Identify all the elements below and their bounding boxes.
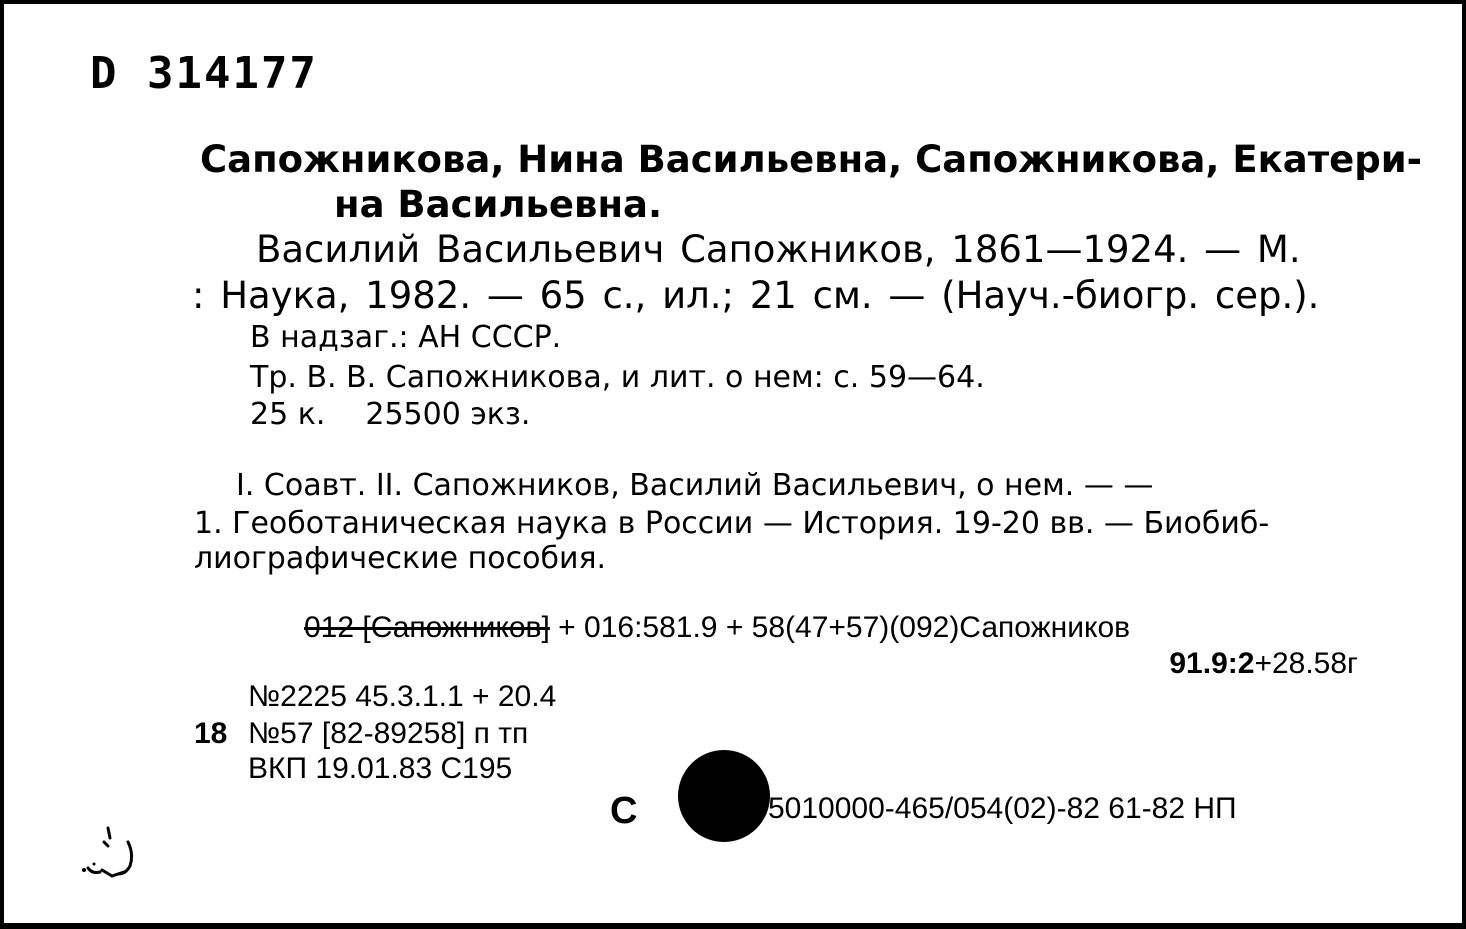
note-line-1: В надзаг.: АН СССР. bbox=[250, 320, 562, 355]
note-line-2: Тр. В. В. Сапожникова, и лит. о нем: с. 59—64. bbox=[250, 360, 985, 395]
ink-smudge-icon bbox=[78, 824, 148, 884]
bbk-index-bold: 91.9:2 bbox=[1169, 647, 1255, 680]
price-copies-line bbox=[250, 397, 530, 432]
copies: 25500 экз. bbox=[365, 397, 531, 432]
tracing-line-1: I. Соавт. II. Сапожников, Василий Васильевич, о нем. — — bbox=[236, 468, 1154, 503]
bbk-classification bbox=[1169, 647, 1358, 681]
tracing-line-3: лиографические пособия. bbox=[194, 541, 607, 576]
service-line-2-prefix: 18 bbox=[194, 717, 228, 750]
catalog-card bbox=[4, 4, 1462, 923]
service-line-2: №57 [82-89258] п тп bbox=[248, 717, 529, 750]
service-line-1: №2225 45.3.1.1 + 20.4 bbox=[248, 680, 557, 713]
punch-hole bbox=[678, 750, 770, 842]
footer-letter: С bbox=[610, 790, 638, 832]
call-number: D 314177 bbox=[90, 48, 318, 99]
title-line-2: : Наука, 1982. — 65 с., ил.; 21 см. — (Науч.-биогр. сер.). bbox=[192, 274, 1320, 317]
tracing-line-2: 1. Геоботаническая наука в России — История. 19-20 вв. — Биобиб- bbox=[194, 506, 1270, 541]
price: 25 к. bbox=[250, 397, 326, 432]
service-line-3: ВКП 19.01.83 С195 bbox=[248, 752, 513, 785]
struck-classification: 012 [Сапожников] bbox=[304, 611, 550, 644]
author-heading-line-2: на Васильевна. bbox=[334, 183, 663, 226]
title-line-1: Василий Васильевич Сапожников, 1861—1924. — М. bbox=[256, 228, 1301, 271]
author-heading-line-1: Сапожникова, Нина Васильевна, Сапожникова, Екатери- bbox=[200, 138, 1422, 181]
udc-classification bbox=[304, 611, 1130, 645]
udc-index: + 016:581.9 + 58(47+57)(092)Сапожников bbox=[549, 611, 1131, 644]
footer-code: 5010000-465/054(02)-82 61-82 НП bbox=[768, 792, 1237, 825]
bbk-index-rest: +28.58г bbox=[1254, 647, 1358, 680]
